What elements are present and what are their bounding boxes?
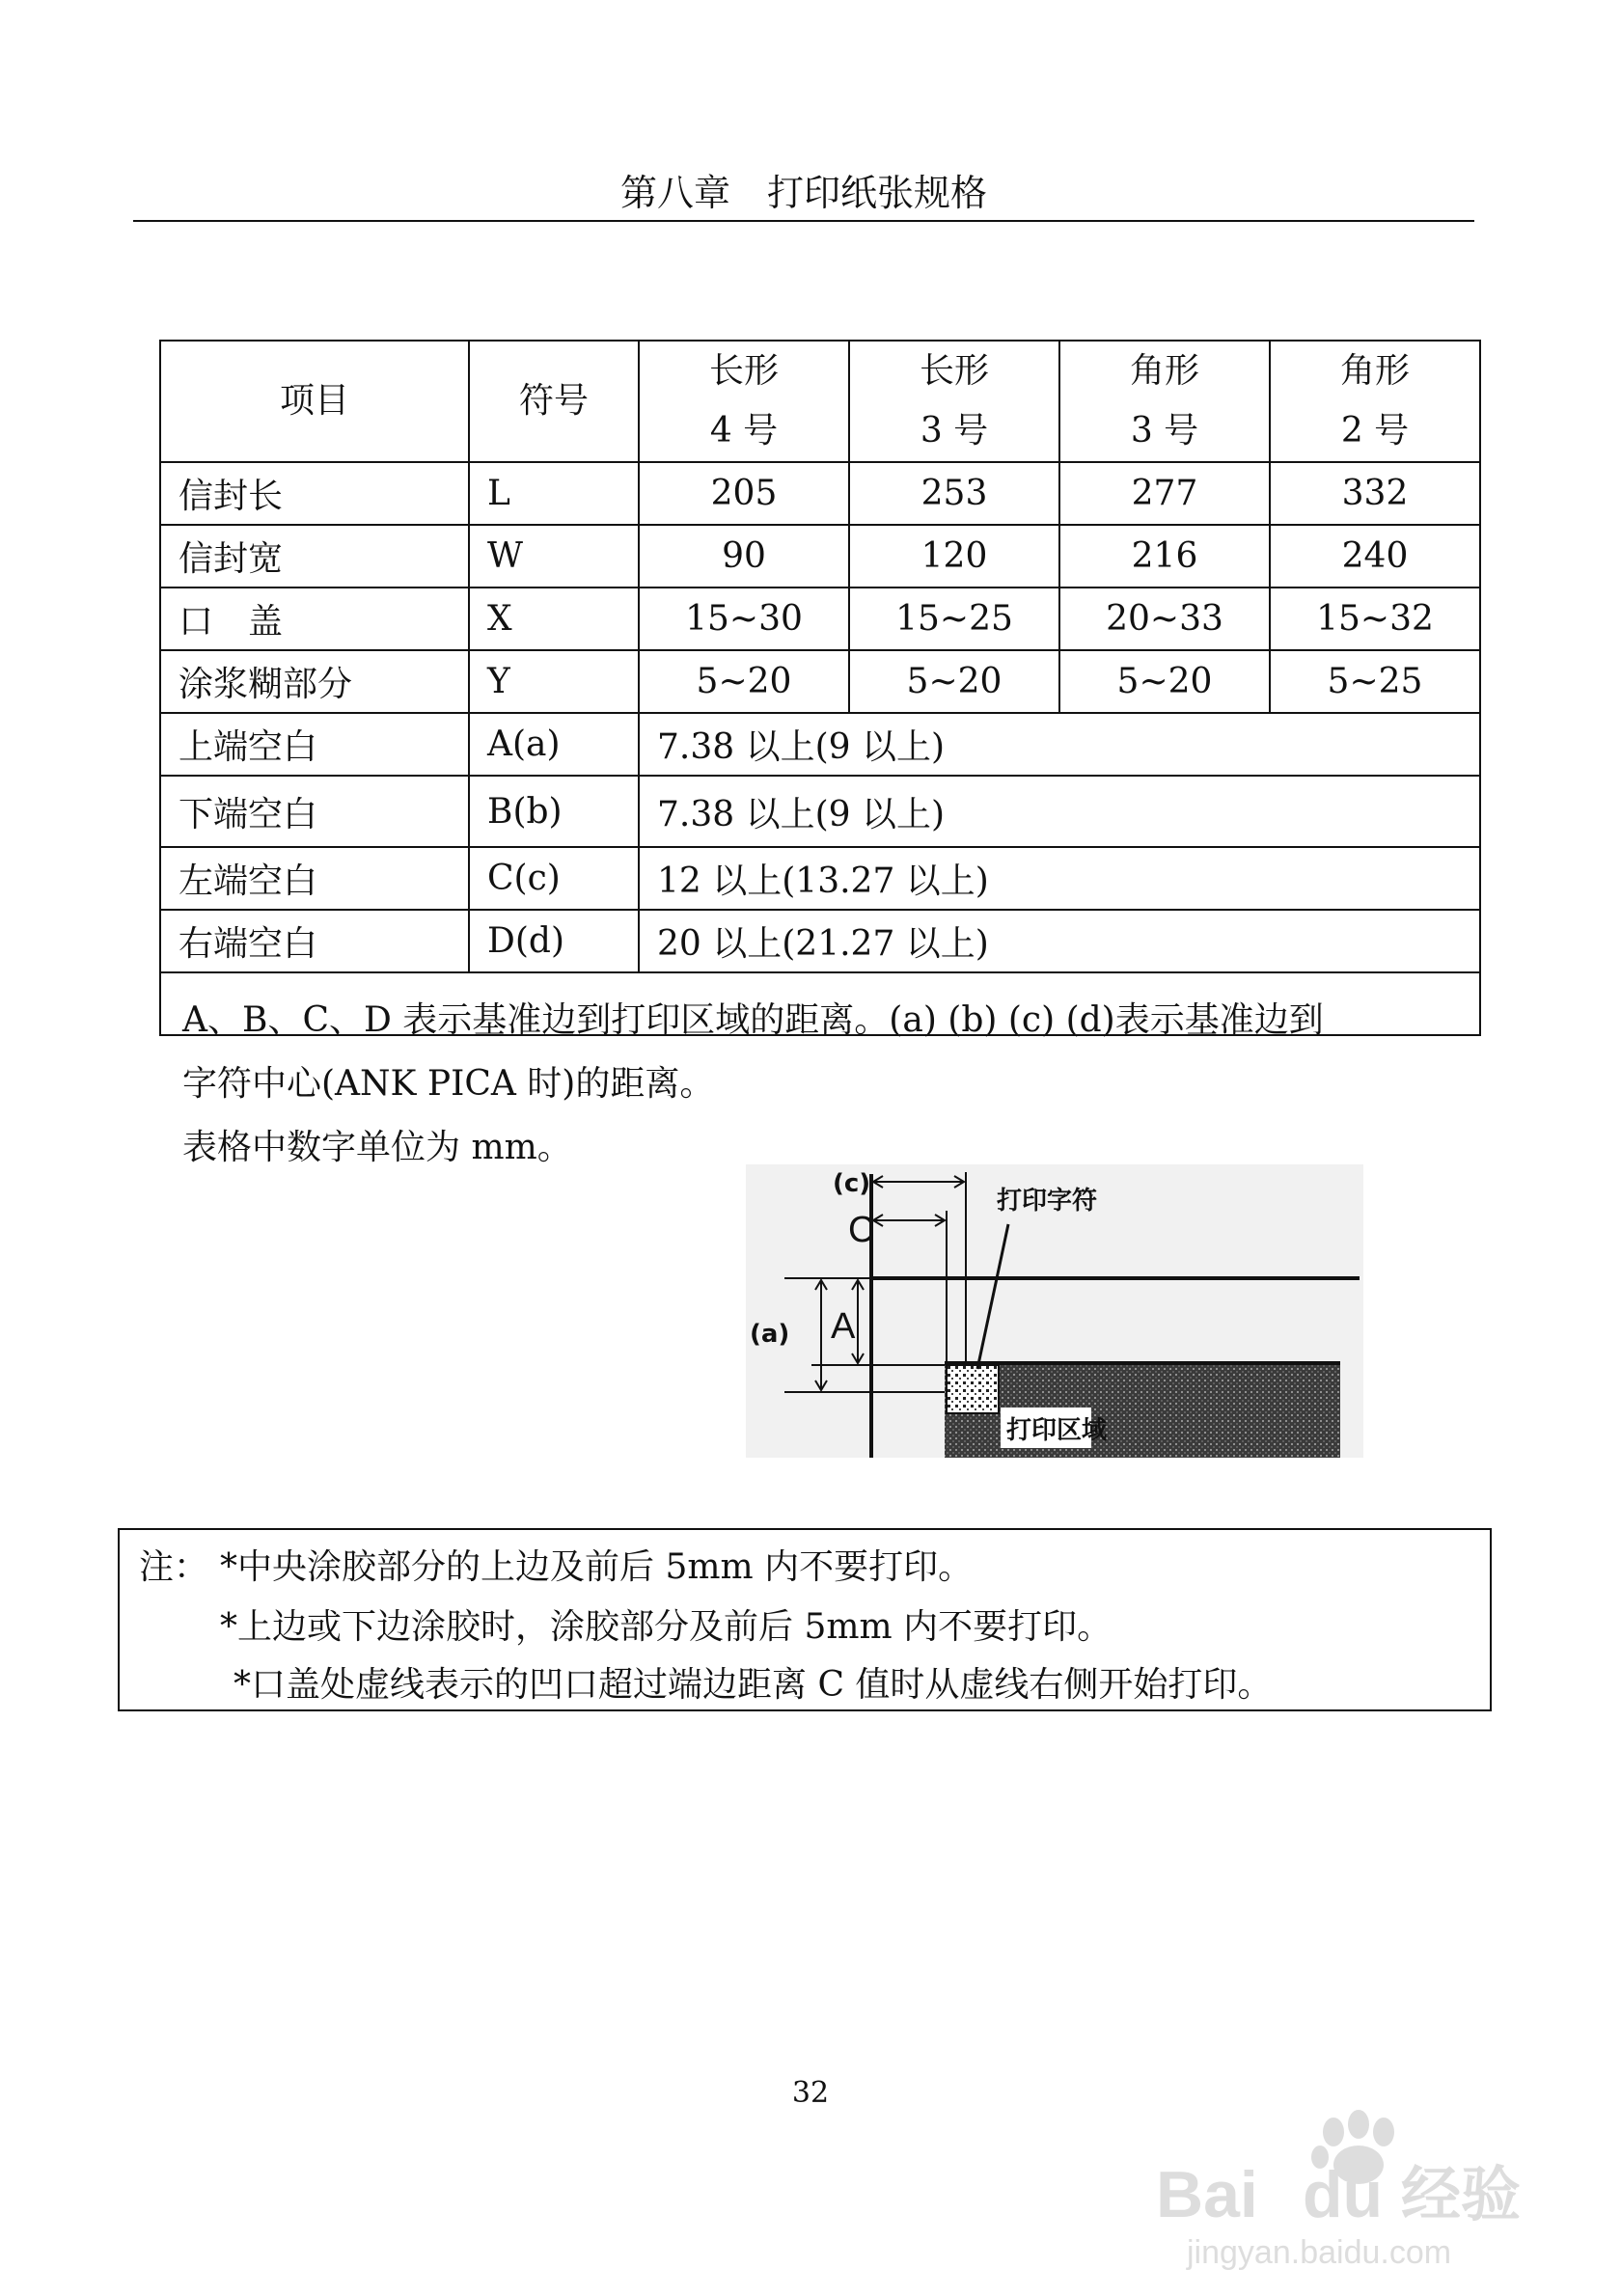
table-row: 上端空白 A(a) 7.38 以上(9 以上) — [160, 713, 1480, 776]
page-number: 32 — [791, 2076, 830, 2110]
table-row: 下端空白 B(b) 7.38 以上(9 以上) — [160, 776, 1480, 847]
col-symbol: 符号 — [469, 341, 639, 462]
label-print-area: 打印区域 — [1006, 1416, 1108, 1445]
label-a: A — [831, 1306, 856, 1347]
table-row: 涂浆糊部分 Y 5~20 5~20 5~20 5~25 — [160, 650, 1480, 713]
table-row: 信封宽 W 90 120 216 240 — [160, 525, 1480, 588]
label-a-paren: (a) — [750, 1320, 790, 1349]
footnote-box — [118, 1528, 1492, 1711]
footnote-prefix: 注： — [139, 1547, 209, 1587]
chapter-title: 第八章 打印纸张规格 — [619, 172, 987, 214]
watermark-brand: Bai — [1156, 2158, 1258, 2231]
table-row: 口 盖 X 15~30 15~25 20~33 15~32 — [160, 588, 1480, 650]
col-envelope-type: 角形 2 号 — [1270, 341, 1480, 462]
table-header-row — [160, 341, 1480, 462]
col-envelope-type: 长形 3 号 — [849, 341, 1059, 462]
print-char-cell — [947, 1365, 999, 1413]
col-item: 项目 — [160, 341, 469, 462]
col-envelope-type: 长形 4 号 — [639, 341, 849, 462]
watermark-brand-cn: 经验 — [1401, 2159, 1522, 2229]
watermark-url: jingyan.baidu.com — [1187, 2234, 1452, 2271]
table-row: 信封长 L 205 253 277 332 — [160, 462, 1480, 525]
footnote-line: *上边或下边涂胶时，涂胶部分及前后 5mm 内不要打印。 — [220, 1607, 1113, 1647]
col-envelope-type: 角形 3 号 — [1059, 341, 1270, 462]
footnote-line: *中央涂胶部分的上边及前后 5mm 内不要打印。 — [220, 1547, 974, 1587]
print-char-pointer — [977, 1224, 1008, 1369]
table-row: 右端空白 D(d) 20 以上(21.27 以上) — [160, 910, 1480, 972]
label-c: C — [848, 1210, 875, 1250]
baidu-jingyan-watermark — [1148, 2103, 1553, 2277]
label-print-char: 打印字符 — [997, 1187, 1098, 1216]
table-note-text: A、B、C、D 表示基准边到打印区域的距离。(a) (b) (c) (d)表示基准边到 字符中心(ANK PICA 时)的距离。 表格中数字单位为 mm。 — [182, 1000, 1324, 1167]
margin-diagram — [746, 1164, 1363, 1458]
watermark-brand2: du — [1303, 2158, 1384, 2231]
table-note-row — [160, 972, 1480, 1035]
envelope-spec-table — [159, 340, 1481, 1445]
table-row: 左端空白 C(c) 12 以上(13.27 以上) — [160, 847, 1480, 910]
chapter-header — [133, 166, 1474, 222]
table-note-cell — [160, 972, 1480, 1445]
label-c-paren: (c) — [833, 1169, 871, 1198]
footnote-line: *口盖处虚线表示的凹口超过端边距离 C 值时从虚线右侧开始打印。 — [234, 1665, 1273, 1705]
